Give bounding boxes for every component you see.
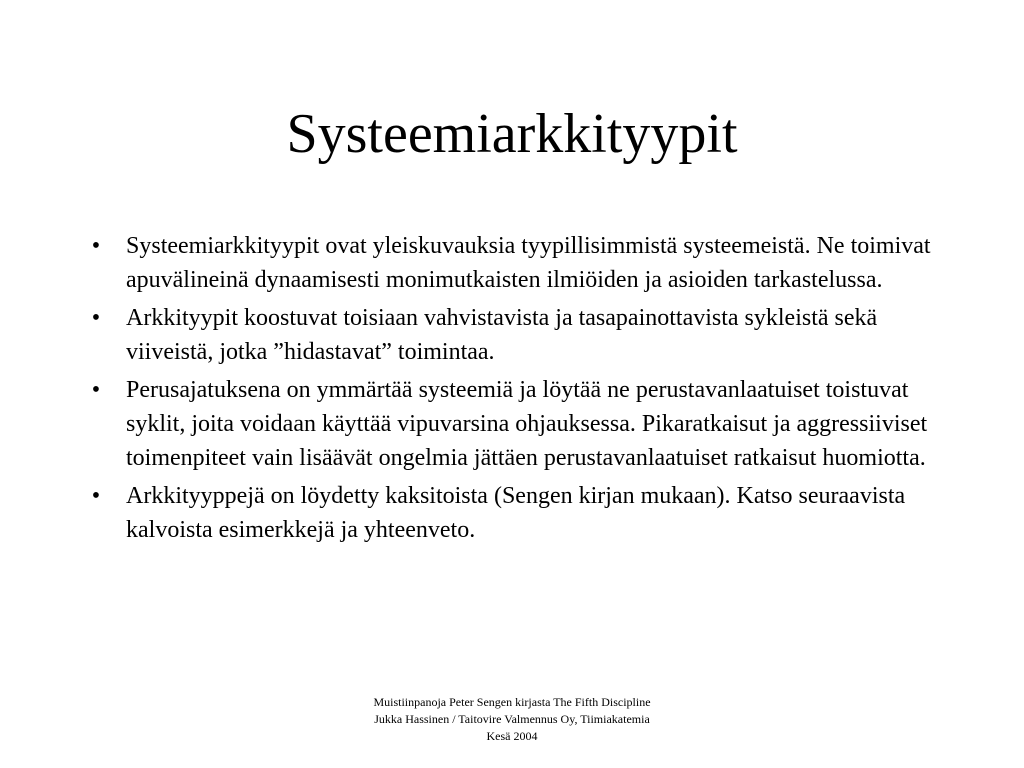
footer-line-author: Jukka Hassinen / Taitovire Valmennus Oy, Tiimiakatemia: [374, 712, 650, 726]
bullet-dot-icon: •: [91, 305, 101, 331]
bullet-text: Arkkityyppejä on löydetty kaksitoista (Sengen kirjan mukaan). Katso seuraavista kalvoista esimerkkejä ja yhteenveto.: [126, 483, 906, 543]
bullet-text: Systeemiarkkityypit ovat yleiskuvauksia tyypillisimmistä systeemeistä. Ne toimivat apuvälineinä dynaamisesti monimutkaisten ilmiöiden ja asioiden tarkastelussa.: [126, 233, 931, 293]
footer-line-source: Muistiinpanoja Peter Sengen kirjasta The Fifth Discipline: [373, 695, 651, 709]
slide-title: Systeemiarkkityypit: [286, 103, 738, 165]
bullet-item: [84, 301, 954, 369]
bullet-item: [84, 479, 954, 547]
footer-line-date: Kesä 2004: [486, 729, 538, 743]
bullet-list: [84, 229, 954, 551]
bullet-text: Arkkityypit koostuvat toisiaan vahvistavista ja tasapainottavista sykleistä sekä viiveistä, jotka ”hidastavat” toimintaa.: [126, 305, 878, 365]
bullet-text: Perusajatuksena on ymmärtää systeemiä ja löytää ne perustavanlaatuiset toistuvat syklit, joita voidaan käyttää vipuvarsina ohjauksessa. Pikaratkaisut ja aggressiiviset toimenpiteet vain lisäävät ongelmia jättäen perustavanlaatuiset ratkaisut huomiotta.: [126, 377, 928, 471]
bullet-dot-icon: •: [91, 233, 101, 259]
footer: [0, 694, 1024, 745]
bullet-dot-icon: •: [91, 377, 101, 403]
bullet-item: [84, 229, 954, 297]
bullet-dot-icon: •: [91, 483, 101, 509]
bullet-item: [84, 373, 954, 475]
